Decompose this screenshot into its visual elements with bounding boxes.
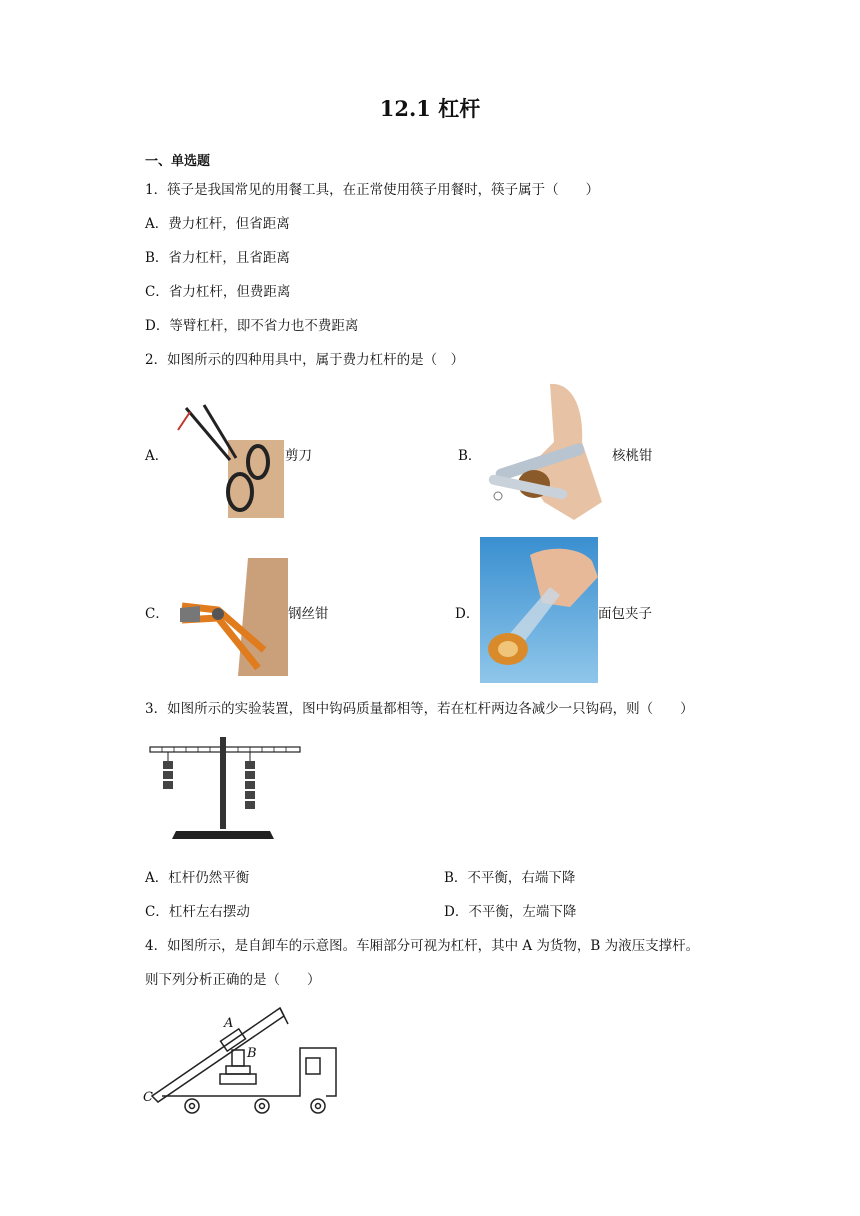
q1-option-c: C．省力杠杆，但费距离 bbox=[145, 284, 291, 300]
q2-stem: 2．如图所示的四种用具中，属于费力杠杆的是（ ） bbox=[145, 352, 465, 368]
figure-label-b: B bbox=[247, 1046, 257, 1061]
q2-option-b-letter: B． bbox=[458, 448, 482, 464]
page-title: 12.1 杠杆 bbox=[379, 96, 481, 121]
q3-stem: 3．如图所示的实验装置，图中钩码质量都相等，若在杠杆两边各减少一只钩码，则（ ） bbox=[145, 701, 694, 717]
q1-option-b: B．省力杠杆，且省距离 bbox=[145, 250, 290, 266]
q2-option-b-caption: 核桃钳 bbox=[612, 448, 653, 464]
lever-balance-figure bbox=[148, 735, 304, 847]
section-heading: 一、单选题 bbox=[145, 154, 211, 169]
q1-option-a: A．费力杠杆，但省距离 bbox=[145, 216, 290, 232]
q2-option-d-caption: 面包夹子 bbox=[598, 606, 652, 622]
q3-option-c: C．杠杆左右摆动 bbox=[145, 904, 250, 920]
q2-option-a-caption: 剪刀 bbox=[285, 448, 312, 464]
q4-stem-line1: 4．如图所示，是自卸车的示意图。车厢部分可视为杠杆，其中 A 为货物，B 为液压支撑杆。 bbox=[145, 938, 700, 954]
q3-option-d: D．不平衡，左端下降 bbox=[444, 904, 577, 920]
q3-option-a: A．杠杆仍然平衡 bbox=[145, 870, 250, 886]
figure-label-c: C bbox=[143, 1090, 153, 1105]
nutcracker-image bbox=[484, 382, 606, 522]
scissors-image bbox=[168, 400, 286, 520]
figure-label-a: A bbox=[224, 1016, 234, 1031]
q2-option-c-letter: C． bbox=[145, 606, 169, 622]
q2-option-c-caption: 钢丝钳 bbox=[288, 606, 329, 622]
pliers-image bbox=[178, 558, 288, 676]
bread-tongs-image bbox=[480, 537, 598, 683]
q1-option-d: D．等臂杠杆，即不省力也不费距离 bbox=[145, 318, 359, 334]
q3-option-b: B．不平衡，右端下降 bbox=[444, 870, 576, 886]
q1-stem: 1．筷子是我国常见的用餐工具，在正常使用筷子用餐时，筷子属于（ ） bbox=[145, 182, 600, 198]
dump-truck-figure bbox=[140, 998, 346, 1120]
q4-stem-line2: 则下列分析正确的是（ ） bbox=[145, 972, 321, 988]
q2-option-d-letter: D． bbox=[455, 606, 480, 622]
q2-option-a-letter: A． bbox=[145, 448, 169, 464]
